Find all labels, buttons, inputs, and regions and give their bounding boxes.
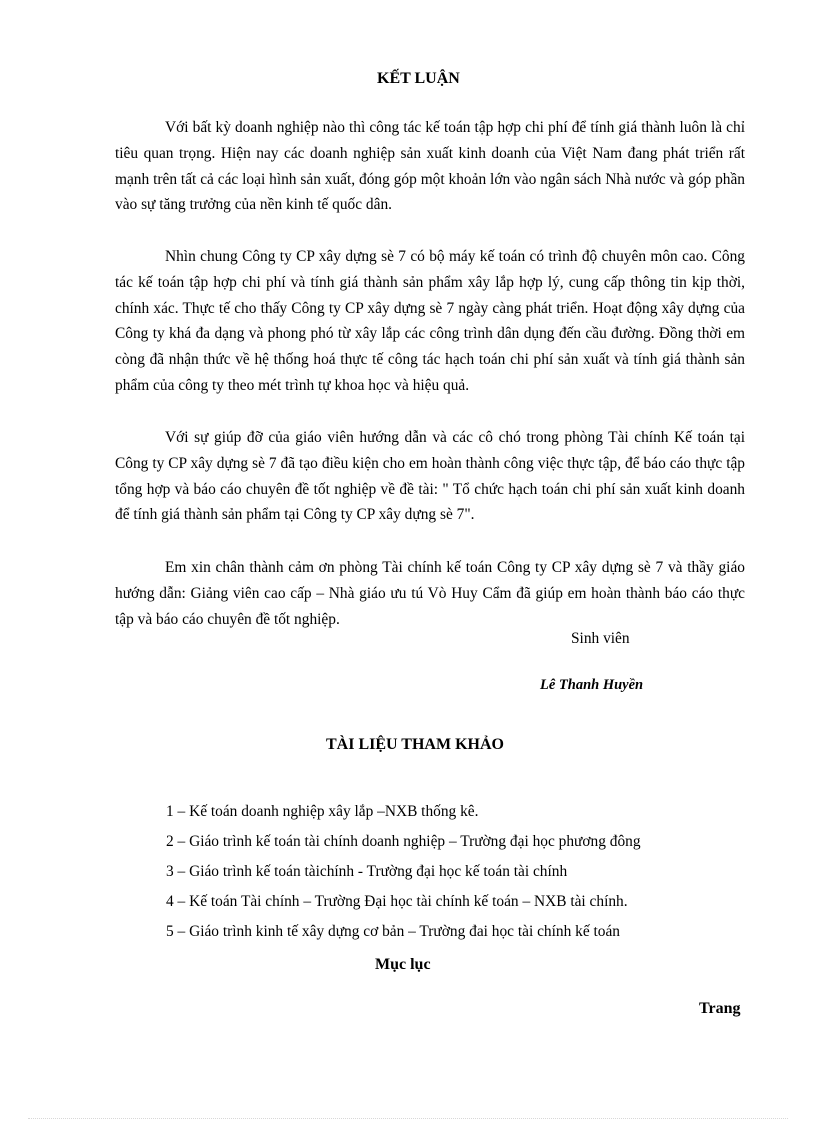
toc-title: Mục lục (375, 956, 431, 973)
conclusion-paragraph-2: Nhìn chung Công ty CP xây dựng sè 7 có bộ máy kế toán có trình độ chuyên môn cao. Công tác kế toán tập hợp chi phí và tính giá thành sản phẩm xây lắp hợp lý, cung cấp thông tin kịp thời, chính xác. Thực tế cho thấy Công ty CP xây dựng sè 7 ngày càng phát triển. Hoạt động xây dựng của Công ty khá đa dạng và phong phó từ xây lắp các công trình dân dụng đến cầu đường. Đồng thời em còng đã nhận thức về hệ thống hoá thực tế công tác hạch toán chi phí sản xuất và tính giá thành sản phẩm của công ty theo mét trình tự khoa học và hiệu quả. (115, 248, 745, 394)
conclusion-paragraph-4: Em xin chân thành cảm ơn phòng Tài chính kế toán Công ty CP xây dựng sè 7 và thầy giáo hướng dẫn: Giảng viên cao cấp – Nhà giáo ưu tú Vò Huy Cẩm đã giúp em hoàn thành báo cáo thực tập và báo cáo chuyên đề tốt nghiệp. (115, 559, 745, 628)
signature-label: Sinh viên (571, 630, 630, 647)
references-title: TÀI LIỆU THAM KHẢO (326, 736, 504, 753)
toc-page-label: Trang (699, 1000, 741, 1017)
reference-item: 3 – Giáo trình kế toán tàichính - Trường đại học kế toán tài chính (166, 863, 568, 880)
reference-item: 4 – Kế toán Tài chính – Trường Đại học tài chính kế toán – NXB tài chính. (166, 893, 628, 910)
conclusion-paragraph-1: Với bất kỳ doanh nghiệp nào thì công tác kế toán tập hợp chi phí để tính giá thành luôn là chỉ tiêu quan trọng. Hiện nay các doanh nghiệp sản xuất kinh doanh của Việt Nam đang phát triển rất mạnh trên tất cả các loại hình sản xuất, đóng góp một khoản lớn vào ngân sách Nhà nước và góp phần vào sự tăng trưởng của nền kinh tế quốc dân. (115, 119, 745, 214)
conclusion-paragraph-3: Với sự giúp đỡ của giáo viên hướng dẫn và các cô chó trong phòng Tài chính Kế toán tại Công ty CP xây dựng sè 7 đã tạo điều kiện cho em hoàn thành công việc thực tập, để báo cáo thực tập tổng hợp và báo cáo chuyên đề tốt nghiệp về đề tài: " Tổ chức hạch toán chi phí sản xuất kinh doanh để tính giá thành sản phẩm tại Công ty CP xây dựng sè 7". (115, 429, 745, 524)
reference-item: 5 – Giáo trình kinh tế xây dựng cơ bản – Trường đai học tài chính kế toán (166, 923, 620, 940)
page-bottom-edge (28, 1118, 788, 1119)
reference-item: 1 – Kế toán doanh nghiệp xây lắp –NXB thống kê. (166, 803, 479, 820)
conclusion-title: KẾT LUẬN (377, 70, 460, 87)
signature-name: Lê Thanh Huyền (540, 677, 644, 693)
reference-item: 2 – Giáo trình kế toán tài chính doanh nghiệp – Trường đại học phương đông (166, 833, 641, 850)
